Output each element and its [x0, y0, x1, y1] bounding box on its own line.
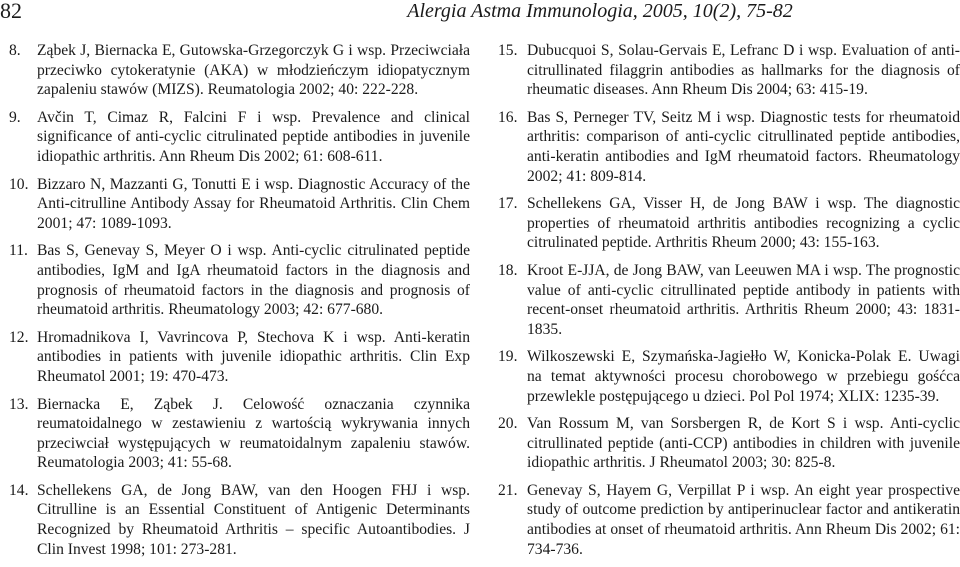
- reference-item: [9, 108, 470, 167]
- reference-number: 20.: [498, 415, 518, 433]
- reference-text: Schellekens GA, Visser H, de Jong BAW i wsp. The diagnostic properties of rheumatoid arthritis antibodies recognizing a cyclic citrulinated peptide. Arthritis Rheum 2000; 43: 155-163.: [527, 195, 960, 252]
- reference-number: 18.: [498, 261, 518, 279]
- reference-item: [498, 414, 960, 473]
- reference-number: 17.: [498, 195, 518, 213]
- reference-item: [9, 241, 470, 319]
- reference-text: Dubucquoi S, Solau-Gervais E, Lefranc D i wsp. Evaluation of anti-citrullinated filaggrin antibodies as hallmarks for the diagnosis of rheumatic diseases. Ann Rheum Dis 2004; 63: 415-19.: [527, 42, 960, 99]
- reference-item: [498, 41, 960, 100]
- reference-item: [9, 395, 470, 473]
- running-head: Alergia Astma Immunologia, 2005, 10(2), 75-82: [407, 0, 793, 22]
- reference-item: [9, 41, 470, 100]
- reference-text: Avčin T, Cimaz R, Falcini F i wsp. Prevalence and clinical significance of anti-cyclic citrulinated peptide antibodies in juvenile idiopathic arthritis. Ann Rheum Dis 2002; 61: 608-611.: [37, 108, 470, 165]
- reference-text: Hromadnikova I, Vavrincova P, Stechova K i wsp. Anti-keratin antibodies in patients with juvenile idiopathic arthritis. Clin Exp Rheumatol 2001; 19: 470-473.: [37, 328, 470, 385]
- reference-number: 8.: [9, 42, 21, 59]
- reference-number: 19.: [498, 348, 518, 366]
- reference-text: Ząbek J, Biernacka E, Gutowska-Grzegorczyk G i wsp. Przeciwciała przeciwko cytokeratynie (AKA) w młodzieńczym idiopatycznym zapaleniu stawów (MIZS). Reumatologia 2002; 40: 222-228.: [37, 42, 470, 99]
- reference-number: 11.: [9, 242, 28, 260]
- reference-text: Van Rossum M, van Sorsbergen R, de Kort S i wsp. Anti-cyclic citrullinated peptide (anti-CCP) antibodies in children with juvenile idiopathic arthritis. J Rheumatol 2003; 30: 825-8.: [527, 415, 960, 472]
- reference-text: Bas S, Perneger TV, Seitz M i wsp. Diagnostic tests for rheumatoid arthritis: comparison of anti-cyclic citrullinated peptide antibodies, anti-keratin antibodies and IgM rheumatoid factors. Rheumatology 2002; 41: 809-814.: [527, 108, 960, 185]
- reference-item: [9, 328, 470, 387]
- reference-number: 21.: [498, 481, 518, 499]
- references-left-column: [9, 41, 470, 567]
- reference-item: [9, 481, 470, 559]
- reference-text: Bas S, Genevay S, Meyer O i wsp. Anti-cyclic citrulinated peptide antibodies, IgM and IgA rheumatoid factors in the diagnosis and prognosis of rheumatoid factors in the diagnosis and prognosis of rheumatoid arthritis. Rheumatology 2003; 42: 677-680.: [37, 242, 470, 319]
- reference-item: [498, 108, 960, 186]
- reference-number: 12.: [9, 328, 29, 346]
- reference-text: Kroot E-JJA, de Jong BAW, van Leeuwen MA i wsp. The prognostic value of anti-cyclic citrullinated peptide antibody in patients with recent-onset rheumatoid arthritis. Arthritis Rheum 2000; 43: 1831-1835.: [527, 261, 960, 338]
- reference-text: Genevay S, Hayem G, Verpillat P i wsp. An eight year prospective study of outcome prediction by antiperinuclear factor and antikeratin antibodies at onset of rheumatoid arthritis. Ann Rheum Dis 2002; 61: 734-736.: [527, 481, 960, 558]
- reference-text: Wilkoszewski E, Szymańska-Jagiełło W, Konicka-Polak E. Uwagi na temat aktywności procesu chorobowego w przebiegu gośćca przewlekle postępującego u dzieci. Pol Pol 1974; XLIX: 1235-39.: [527, 348, 960, 405]
- reference-number: 15.: [498, 42, 518, 59]
- reference-text: Bizzaro N, Mazzanti G, Tonutti E i wsp. Diagnostic Accuracy of the Anti-citrulline Antibody Assay for Rheumatoid Arthritis. Clin Chem 2001; 47: 1089-1093.: [37, 175, 470, 232]
- page-number: 82: [0, 0, 22, 23]
- reference-item: [498, 194, 960, 253]
- reference-number: 14.: [9, 481, 29, 499]
- reference-item: [498, 347, 960, 406]
- reference-item: [9, 175, 470, 234]
- reference-number: 16.: [498, 108, 518, 126]
- reference-text: Biernacka E, Ząbek J. Celowość oznaczania czynnika reumatoidalnego w zestawieniu z wartością wykrywania innych przeciwciał występujących w reumatoidalnym zapaleniu stawów. Reumatologia 2003; 41: 55-68.: [37, 395, 470, 472]
- reference-item: [498, 261, 960, 339]
- reference-text: Schellekens GA, de Jong BAW, van den Hoogen FHJ i wsp. Citrulline is an Essential Constituent of Antigenic Determinants Recognized by Rheumatoid Arthritis – specific Autoantibodies. J Clin Invest 1998; 101: 273-281.: [37, 481, 470, 558]
- reference-number: 9.: [9, 108, 21, 126]
- reference-number: 10.: [9, 175, 29, 193]
- references-right-column: [498, 41, 960, 567]
- reference-item: [498, 481, 960, 559]
- reference-number: 13.: [9, 395, 29, 413]
